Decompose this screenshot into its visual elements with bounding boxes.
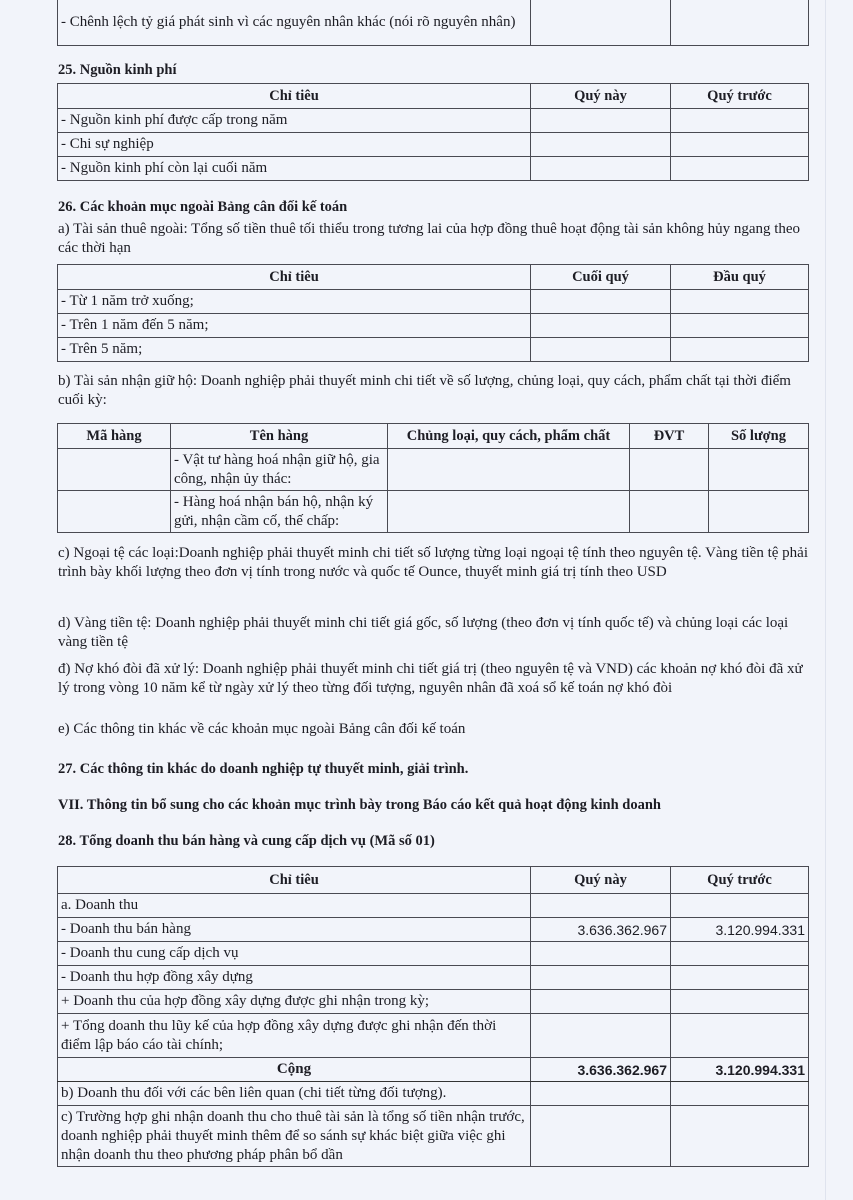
cell (709, 491, 809, 533)
col-header: Số lượng (709, 424, 809, 449)
table-row (58, 966, 809, 990)
table-row (58, 1014, 809, 1058)
value-q-prev: 3.120.994.331 (671, 918, 809, 942)
table-row-label: c) Trường hợp ghi nhận doanh thu cho thuê tài sản là tổng số tiền nhận trước, doanh nghiệp phải thuyết minh thêm để so sánh sự khác biệt giữa việc ghi nhận doanh thu theo phương pháp phân bổ dần (58, 1106, 531, 1167)
table-row-label: + Tổng doanh thu lũy kế của hợp đồng xây dựng được ghi nhận đến thời điểm lập báo cáo tài chính; (58, 1014, 531, 1058)
table-row-label: - Nguồn kinh phí còn lại cuối năm (58, 157, 531, 181)
col-header: Chỉ tiêu (58, 867, 531, 894)
table-row (58, 918, 809, 942)
table-row-label: - Vật tư hàng hoá nhận giữ hộ, gia công, nhận ủy thác: (171, 449, 388, 491)
cell (531, 157, 671, 181)
cell (388, 449, 630, 491)
cell (58, 491, 171, 533)
cell (58, 449, 171, 491)
table-row-label: b) Doanh thu đối với các bên liên quan (chi tiết từng đối tượng). (58, 1082, 531, 1106)
cell (531, 133, 671, 157)
section-26d-text: d) Vàng tiền tệ: Doanh nghiệp phải thuyết minh chi tiết giá gốc, số lượng (theo đơn vị tính quốc tế) và chủng loại các loại vàng tiền tệ (58, 615, 789, 650)
value-q-prev (671, 1014, 809, 1058)
col-header: Chỉ tiêu (58, 265, 531, 290)
table-row-label: a. Doanh thu (58, 894, 531, 918)
table-row (58, 990, 809, 1014)
table-row (58, 1082, 809, 1106)
cell (388, 491, 630, 533)
table-row-label: - Từ 1 năm trở xuống; (58, 290, 531, 314)
table-row-label: - Chi sự nghiệp (58, 133, 531, 157)
table-row (58, 894, 809, 918)
col-header: Quý trước (671, 84, 809, 109)
value-q-now (531, 1014, 671, 1058)
col-header: Quý này (531, 867, 671, 894)
section-26-title: 26. Các khoản mục ngoài Bảng cân đối kế toán (58, 199, 348, 215)
section-26c-text: c) Ngoại tệ các loại:Doanh nghiệp phải thuyết minh chi tiết số lượng từng loại ngoại tệ tính theo nguyên tệ. Vàng tiền tệ phải trình bày khối lượng theo đơn vị tính trong nước và quốc tế Ounce, thuyết minh giá trị tính theo USD (58, 545, 808, 580)
col-header: Đầu quý (671, 265, 809, 290)
section-vii-title: VII. Thông tin bổ sung cho các khoản mục trình bày trong Báo cáo kết quả hoạt động kinh doanh (58, 797, 661, 813)
value-q-prev (671, 894, 809, 918)
value-q-now (531, 966, 671, 990)
table-row (58, 942, 809, 966)
col-header: Chỉ tiêu (58, 84, 531, 109)
cell (630, 491, 709, 533)
cell (671, 290, 809, 314)
cell (671, 1106, 809, 1167)
carryover-cell (531, 0, 671, 45)
section-27-title: 27. Các thông tin khác do doanh nghiệp tự thuyết minh, giải trình. (58, 761, 469, 777)
cell (531, 314, 671, 338)
value-q-prev (671, 966, 809, 990)
section-26dd-text: đ) Nợ khó đòi đã xử lý: Doanh nghiệp phải thuyết minh chi tiết giá trị (theo nguyên tệ và VND) các khoản nợ khó đòi đã xử lý trong vòng 10 năm kể từ ngày xử lý theo từng đối tượng, nguyên nhân đã xoá sổ kế toán nợ khó đòi (58, 661, 803, 696)
total-q-prev: 3.120.994.331 (671, 1058, 809, 1082)
table-row (58, 1106, 809, 1167)
carryover-cell (671, 0, 809, 45)
value-q-now (531, 990, 671, 1014)
col-header: Mã hàng (58, 424, 171, 449)
funding-table (57, 83, 809, 181)
col-header: Quý này (531, 84, 671, 109)
value-q-prev (671, 942, 809, 966)
cell (671, 338, 809, 362)
table-row-label: - Hàng hoá nhận bán hộ, nhận ký gửi, nhận cầm cố, thế chấp: (171, 491, 388, 533)
col-header: Quý trước (671, 867, 809, 894)
revenue-table (57, 866, 809, 1167)
cell (531, 1106, 671, 1167)
section-28-title: 28. Tổng doanh thu bán hàng và cung cấp dịch vụ (Mã số 01) (58, 833, 435, 849)
carryover-table (57, 0, 809, 46)
col-header: Tên hàng (171, 424, 388, 449)
cell (671, 314, 809, 338)
value-q-prev (671, 990, 809, 1014)
col-header: Chủng loại, quy cách, phẩm chất (388, 424, 630, 449)
cell (671, 109, 809, 133)
cell (671, 1082, 809, 1106)
total-label: Cộng (58, 1058, 531, 1082)
cell (671, 157, 809, 181)
col-header: Cuối quý (531, 265, 671, 290)
section-26b-text: b) Tài sản nhận giữ hộ: Doanh nghiệp phải thuyết minh chi tiết về số lượng, chủng loại, quy cách, phẩm chất tại thời điểm cuối kỳ: (58, 373, 791, 408)
table-row-label: - Doanh thu bán hàng (58, 918, 531, 942)
value-q-now (531, 894, 671, 918)
section-26a-text: a) Tài sản thuê ngoài: Tổng số tiền thuê tối thiểu trong tương lai của hợp đồng thuê hoạt động tài sản không hủy ngang theo các thời hạn (58, 221, 801, 256)
table-row-label: - Nguồn kinh phí được cấp trong năm (58, 109, 531, 133)
value-q-now: 3.636.362.967 (531, 918, 671, 942)
table-row-label: + Doanh thu của hợp đồng xây dựng được ghi nhận trong kỳ; (58, 990, 531, 1014)
section-26e-text: e) Các thông tin khác về các khoản mục ngoài Bảng cân đối kế toán (58, 721, 466, 737)
value-q-now (531, 942, 671, 966)
section-25-title: 25. Nguồn kinh phí (58, 62, 177, 78)
cell (671, 133, 809, 157)
col-header: ĐVT (630, 424, 709, 449)
cell (709, 449, 809, 491)
table-row-label: - Trên 1 năm đến 5 năm; (58, 314, 531, 338)
total-row (58, 1058, 809, 1082)
cell (531, 290, 671, 314)
page-edge-divider (825, 0, 826, 1200)
total-q-now: 3.636.362.967 (531, 1058, 671, 1082)
leased-assets-table (57, 264, 809, 362)
cell (531, 1082, 671, 1106)
held-assets-table (57, 423, 809, 533)
table-row-label: - Trên 5 năm; (58, 338, 531, 362)
cell (630, 449, 709, 491)
cell (531, 109, 671, 133)
carryover-row-label: - Chênh lệch tỷ giá phát sinh vì các nguyên nhân khác (nói rõ nguyên nhân) (58, 0, 531, 45)
table-row-label: - Doanh thu cung cấp dịch vụ (58, 942, 531, 966)
table-row-label: - Doanh thu hợp đồng xây dựng (58, 966, 531, 990)
cell (531, 338, 671, 362)
